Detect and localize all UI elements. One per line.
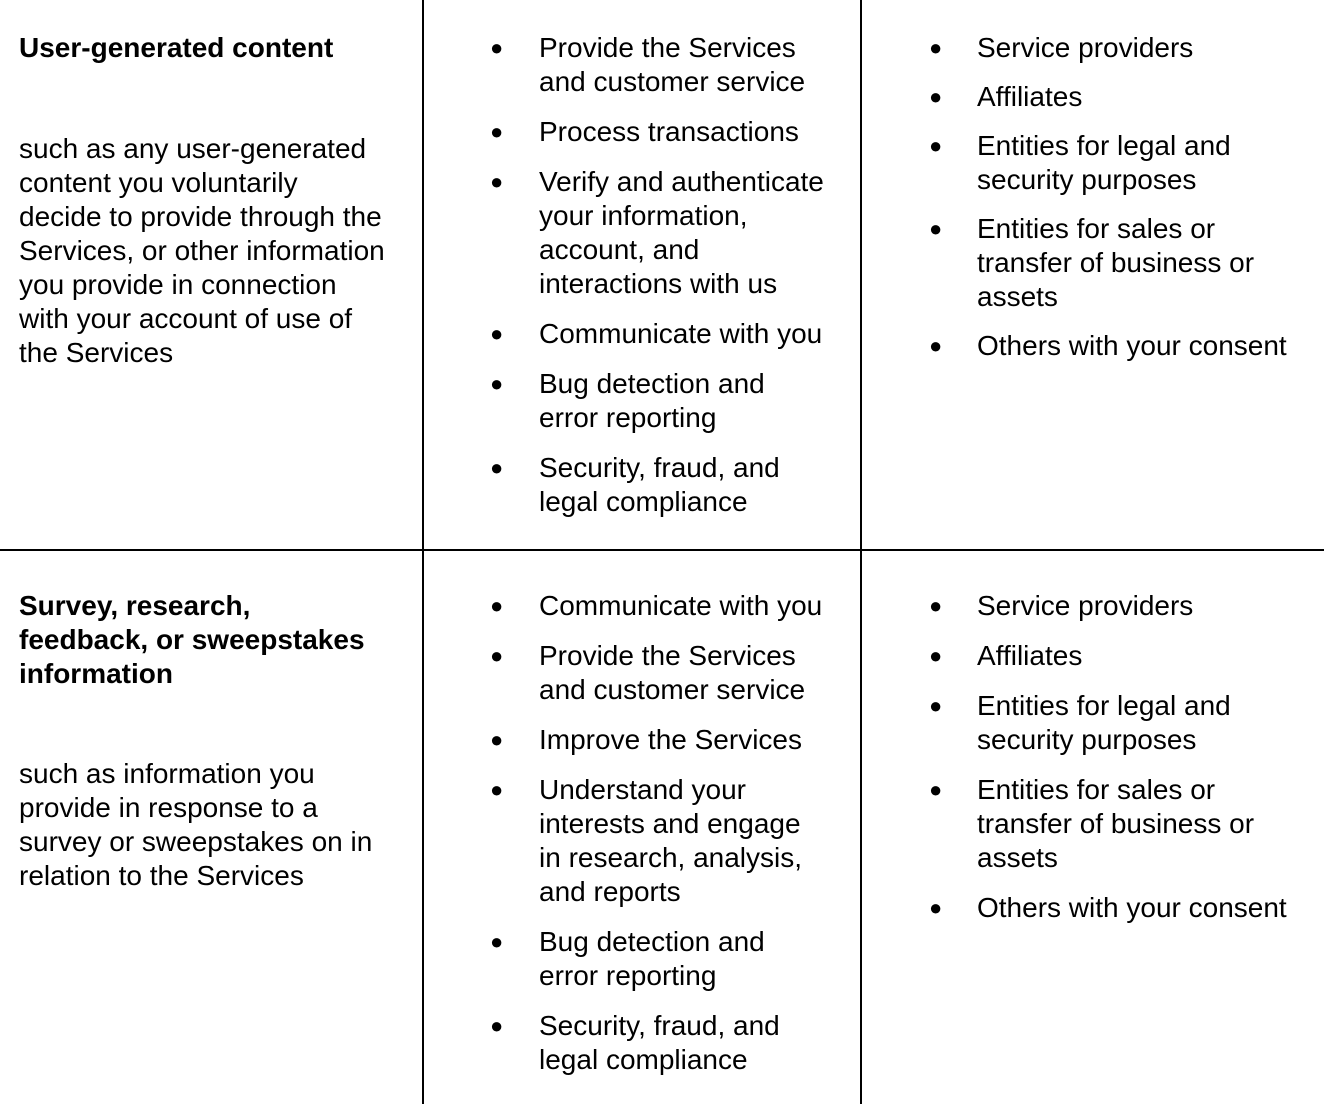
list-item-text: legal compliance [539, 486, 748, 517]
bullet-icon: ● [490, 777, 504, 802]
list-item [490, 31, 855, 99]
list-item-text: transfer of business or [977, 247, 1255, 278]
bullet-icon: ● [490, 169, 504, 194]
list-item [929, 773, 1319, 875]
purposes-cell [490, 31, 855, 519]
category-description [19, 757, 414, 893]
bullet-icon: ● [490, 321, 504, 346]
list-item-text: and reports [539, 876, 681, 907]
list-item-text: Entities for legal and [977, 690, 1231, 721]
list-item-text: Affiliates [977, 81, 1083, 112]
description-line: relation to the Services [19, 860, 304, 891]
list-item-text: transfer of business or [977, 808, 1255, 839]
bullet-icon: ● [929, 216, 943, 241]
bullet-icon: ● [929, 84, 943, 109]
list-item-text: Communicate with you [539, 590, 823, 621]
column-divider [860, 0, 862, 1104]
category-cell [19, 589, 414, 893]
list-item [490, 165, 855, 301]
list-item [490, 639, 855, 707]
list-item-text: Others with your consent [977, 330, 1287, 361]
bullet-icon: ● [490, 119, 504, 144]
category-title [19, 589, 414, 691]
recipients-cell [929, 589, 1319, 925]
category-title-line: feedback, or sweepstakes [19, 624, 365, 655]
purposes-list [490, 589, 855, 1077]
list-item-text: Entities for sales or [977, 774, 1216, 805]
bullet-icon: ● [929, 593, 943, 618]
column-divider [422, 0, 424, 1104]
list-item-text: Communicate with you [539, 318, 823, 349]
list-item [929, 589, 1319, 623]
list-item-text: and customer service [539, 66, 806, 97]
list-item-text: Verify and authenticate [539, 166, 824, 197]
category-title: User-generated content [19, 32, 334, 63]
list-item-text: Affiliates [977, 640, 1083, 671]
description-line: decide to provide through the [19, 201, 382, 232]
list-item-text: Service providers [977, 590, 1194, 621]
description-line: Services, or other information [19, 235, 385, 266]
list-item-text: Bug detection and [539, 368, 765, 399]
bullet-icon: ● [929, 895, 943, 920]
list-item-text: legal compliance [539, 1044, 748, 1075]
list-item-text: error reporting [539, 402, 717, 433]
recipients-list [929, 31, 1319, 363]
list-item [490, 1009, 855, 1077]
list-item-text: Process transactions [539, 116, 799, 147]
list-item-text: Understand your [539, 774, 747, 805]
list-item [490, 317, 855, 351]
list-item-text: Service providers [977, 32, 1194, 63]
list-item-text: Security, fraud, and [539, 1010, 780, 1041]
category-title-line: Survey, research, [19, 590, 251, 621]
purposes-cell [490, 589, 855, 1077]
list-item [929, 891, 1319, 925]
purposes-list [490, 31, 855, 519]
description-line: with your account of use of [19, 303, 353, 334]
recipients-cell [929, 31, 1319, 363]
description-line: provide in response to a [19, 792, 318, 823]
list-item-text: account, and [539, 234, 700, 265]
bullet-icon: ● [929, 133, 943, 158]
description-line: content you voluntarily [19, 167, 298, 198]
category-title-line: information [19, 658, 173, 689]
bullet-icon: ● [929, 333, 943, 358]
bullet-icon: ● [490, 643, 504, 668]
list-item [929, 639, 1319, 673]
list-item-text: in research, analysis, [539, 842, 803, 873]
description-line: survey or sweepstakes on in [19, 826, 373, 857]
list-item-text: security purposes [977, 724, 1197, 755]
description-line: such as any user-generated [19, 133, 367, 164]
list-item [929, 129, 1319, 197]
bullet-icon: ● [490, 1013, 504, 1038]
list-item [929, 689, 1319, 757]
list-item-text: Security, fraud, and [539, 452, 780, 483]
bullet-icon: ● [929, 777, 943, 802]
list-item [929, 80, 1319, 114]
list-item-text: Others with your consent [977, 892, 1287, 923]
description-line: such as information you [19, 758, 315, 789]
bullet-icon: ● [490, 35, 504, 60]
list-item [929, 31, 1319, 65]
list-item [490, 589, 855, 623]
list-item-text: your information, [539, 200, 748, 231]
category-description [19, 132, 414, 370]
list-item-text: Entities for legal and [977, 130, 1231, 161]
list-item-text: interactions with us [539, 268, 778, 299]
list-item-text: Entities for sales or [977, 213, 1216, 244]
list-item-text: assets [977, 842, 1058, 873]
list-item-text: Bug detection and [539, 926, 765, 957]
list-item [490, 925, 855, 993]
list-item [929, 329, 1319, 363]
bullet-icon: ● [490, 455, 504, 480]
list-item-text: assets [977, 281, 1058, 312]
description-line: the Services [19, 337, 174, 368]
bullet-icon: ● [490, 371, 504, 396]
bullet-icon: ● [490, 929, 504, 954]
category-cell [19, 31, 414, 370]
bullet-icon: ● [490, 727, 504, 752]
recipients-list [929, 589, 1319, 925]
list-item [490, 451, 855, 519]
list-item-text: and customer service [539, 674, 806, 705]
list-item [490, 115, 855, 149]
list-item [490, 773, 855, 909]
row-divider [0, 549, 1324, 551]
list-item-text: Improve the Services [539, 724, 802, 755]
bullet-icon: ● [490, 593, 504, 618]
bullet-icon: ● [929, 693, 943, 718]
list-item [490, 723, 855, 757]
bullet-icon: ● [929, 643, 943, 668]
list-item [929, 212, 1319, 314]
list-item-text: interests and engage [539, 808, 801, 839]
list-item [490, 367, 855, 435]
list-item-text: security purposes [977, 164, 1197, 195]
list-item-text: Provide the Services [539, 640, 796, 671]
list-item-text: Provide the Services [539, 32, 796, 63]
description-line: you provide in connection [19, 269, 337, 300]
bullet-icon: ● [929, 35, 943, 60]
list-item-text: error reporting [539, 960, 717, 991]
